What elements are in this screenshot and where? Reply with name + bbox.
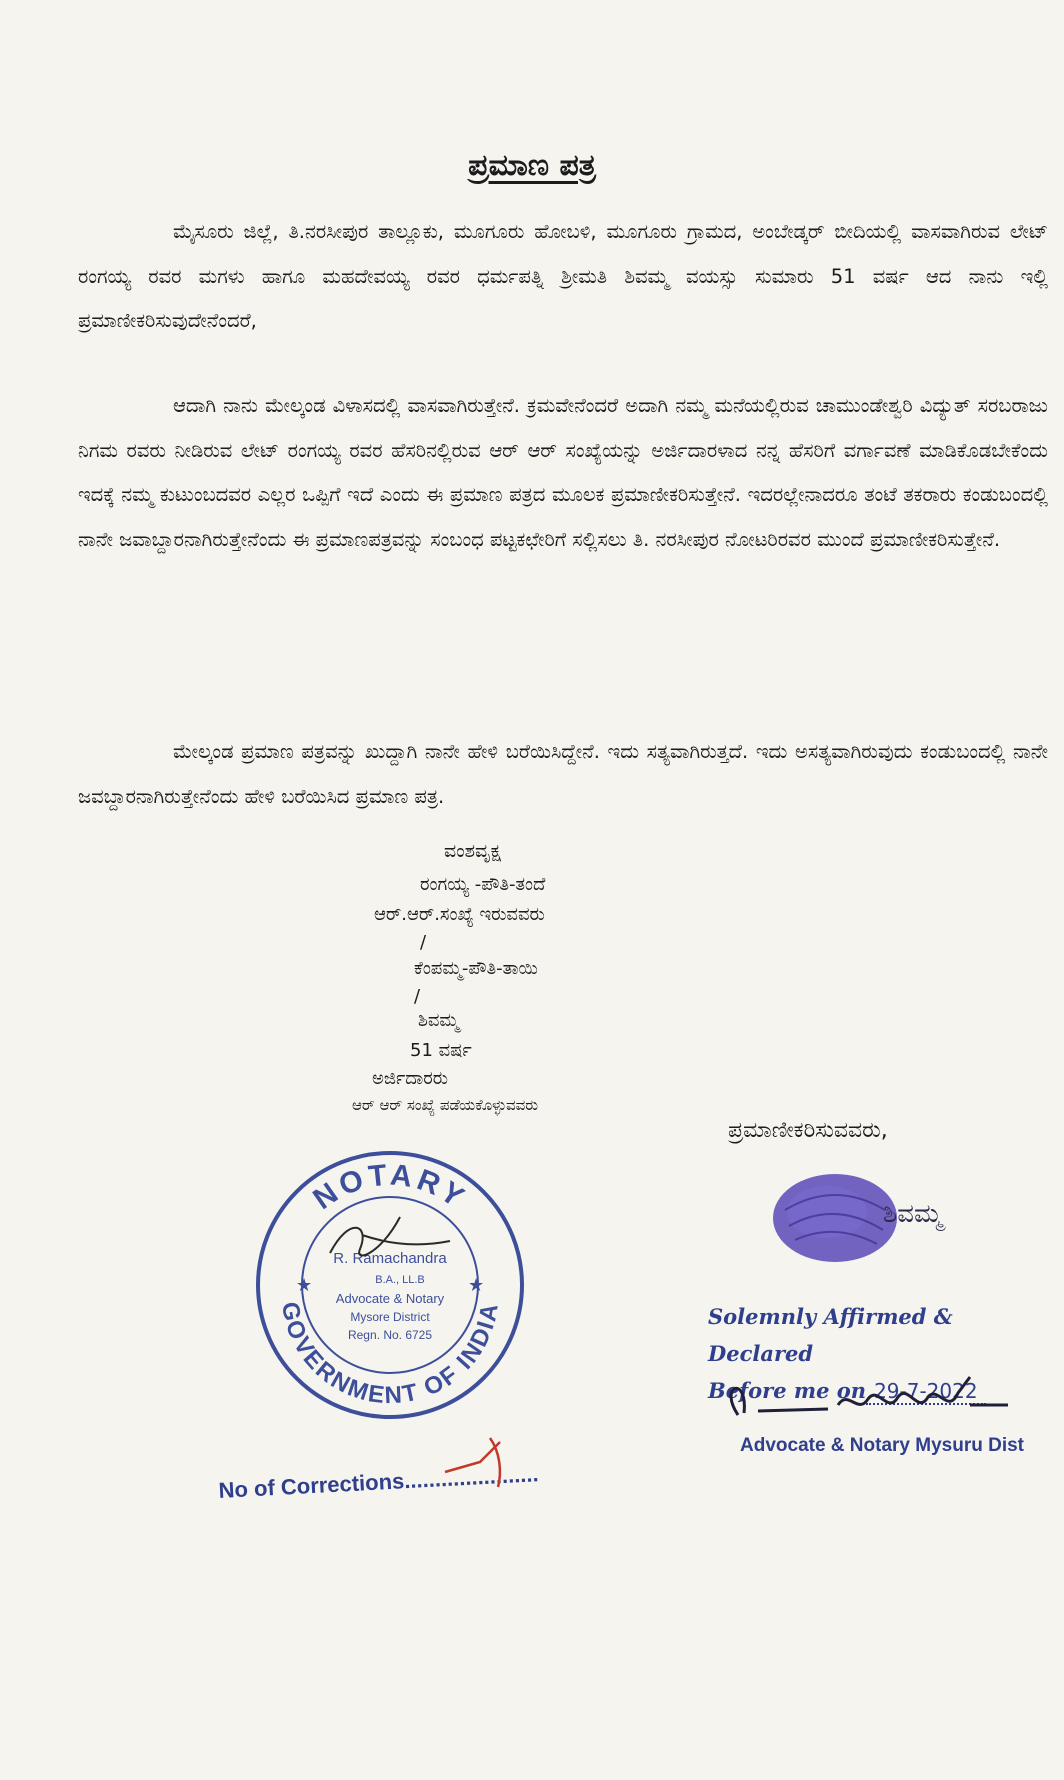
stamp-bottom-text: GOVERNMENT OF INDIA — [275, 1299, 505, 1410]
paragraph-intro-text: ಮೈಸೂರು ಜಿಲ್ಲೆ, ತಿ.ನರಸೀಪುರ ತಾಲ್ಲೂಕು, ಮೂಗೂರು ಹೋಬಳಿ, ಮೂಗೂರು ಗ್ರಾಮದ, ಅಂಬೇಡ್ಕರ್ ಬೀದಿಯಲ್ಲಿ ವಾಸವಾಗಿರುವ ಲೇಟ್ ರಂಗಯ್ಯ ರವರ ಮಗಳು ಹಾಗೂ ಮಹದೇವಯ್ಯ ರವರ ಧರ್ಮಪತ್ನಿ ಶ್ರೀಮತಿ ಶಿವಮ್ಮ ವಯಸ್ಸು ಸುಮಾರು 51 ವರ್ಷ ಆದ ನಾನು ಇಲ್ಲಿ ಪ್ರಮಾಣೀಕರಿಸುವುದೇನೆಂದರೆ, — [78, 220, 1048, 332]
family-tree-separator-1: / — [420, 932, 427, 953]
paragraph-body — [78, 384, 1048, 562]
family-tree-separator-2: / — [414, 986, 421, 1007]
document-title: ಪ್ರಮಾಣ ಪತ್ರ — [468, 148, 596, 183]
family-tree-applicant: ಶಿವಮ್ಮ — [418, 1010, 459, 1031]
stamp-degree: B.A., LL.B — [375, 1274, 425, 1286]
thumbprint-signature — [765, 1160, 950, 1270]
paragraph-closing-text: ಮೇಲ್ಕಂಡ ಪ್ರಮಾಣ ಪತ್ರವನ್ನು ಖುದ್ದಾಗಿ ನಾನೇ ಹೇಳಿ ಬರೆಯಿಸಿದ್ದೇನೆ. ಇದು ಸತ್ಯವಾಗಿರುತ್ತದೆ. ಇದು ಅಸತ್ಯವಾಗಿರುವುದು ಕಂಡುಬಂದಲ್ಲಿ ನಾನೇ ಜವಬ್ದಾರನಾಗಿರುತ್ತೇನೆಂದು ಹೇಳಿ ಬರೆಯಿಸಿದ ಪ್ರಮಾಣ ಪತ್ರ. — [78, 740, 1048, 808]
notary-signature — [708, 1375, 1048, 1435]
stamp-district: Mysore District — [350, 1310, 430, 1324]
paragraph-intro — [78, 210, 1048, 344]
family-tree-mother: ಕೆಂಪಮ್ಮ-ಪೌತಿ-ತಾಯಿ — [414, 958, 538, 979]
affirmation-line: Solemnly Affirmed & Declared — [708, 1304, 953, 1366]
notary-footer: Advocate & Notary Mysuru Dist — [740, 1435, 1025, 1456]
corrections-label: No of Corrections...................... — [218, 1461, 540, 1503]
family-tree-heading: ವಂಶವೃಕ್ಷ — [444, 840, 501, 862]
paragraph-body-text: ಆದಾಗಿ ನಾನು ಮೇಲ್ಕಂಡ ವಿಳಾಸದಲ್ಲಿ ವಾಸವಾಗಿರುತ್ತೇನೆ. ಕ್ರಮವೇನೆಂದರೆ ಅದಾಗಿ ನಮ್ಮ ಮನೆಯಲ್ಲಿರುವ ಚಾಮುಂಡೇಶ್ವರಿ ವಿದ್ಯುತ್ ಸರಬರಾಜು ನಿಗಮ ರವರು ನೀಡಿರುವ ಲೇಟ್ ರಂಗಯ್ಯ ರವರ ಹೆಸರಿನಲ್ಲಿರುವ ಆರ್ ಆರ್ ಸಂಖ್ಯೆಯನ್ನು ಅರ್ಜಿದಾರಳಾದ ನನ್ನ ಹೆಸರಿಗೆ ವರ್ಗಾವಣೆ ಮಾಡಿಕೊಡಬೇಕೆಂದು ಇದಕ್ಕೆ ನಮ್ಮ ಕುಟುಂಬದವರ ಎಲ್ಲರ ಒಪ್ಪಿಗೆ ಇದೆ ಎಂದು ಈ ಪ್ರಮಾಣ ಪತ್ರದ ಮೂಲಕ ಪ್ರಮಾಣೀಕರಿಸುತ್ತೇನೆ. ಇದರಲ್ಲೇನಾದರೂ ತಂಟೆ ತಕರಾರು ಕಂಡುಬಂದಲ್ಲಿ ನಾನೇ ಜವಾಬ್ದಾರನಾಗಿರುತ್ತೇನೆಂದು ಈ ಪ್ರಮಾಣಪತ್ರವನ್ನು ಸಂಬಂಧ ಪಟ್ಟಕಛೇರಿಗೆ ಸಲ್ಲಿಸಲು ತಿ. ನರಸೀಪುರ ನೋಟರಿರವರ ಮುಂದೆ ಪ್ರಮಾಣೀಕರಿಸುತ್ತೇನೆ. — [78, 394, 1048, 551]
stamp-name: R. Ramachandra — [333, 1250, 447, 1267]
stamp-top-text: NOTARY — [307, 1158, 473, 1217]
family-tree-role: ಅರ್ಜಿದಾರರು — [372, 1068, 449, 1089]
affirmation-date-line: Before me on 29-7-2022 — [708, 1372, 1064, 1410]
star-icon: ★ — [468, 1275, 485, 1296]
notary-stamp — [250, 1145, 530, 1425]
paragraph-closing — [78, 730, 1048, 819]
family-tree-age: 51 ವರ್ಷ — [410, 1040, 472, 1061]
corrections-mark — [440, 1432, 520, 1492]
star-icon: ★ — [296, 1275, 313, 1296]
affirmation-date: 29-7-2022 — [866, 1379, 986, 1405]
family-tree-father: ರಂಗಯ್ಯ -ಪೌತಿ-ತಂದೆ — [420, 874, 546, 895]
family-tree-father-note: ಆರ್.ಆರ್.ಸಂಖ್ಯೆ ಇರುವವರು — [374, 904, 545, 925]
stamp-registration: Regn. No. 6725 — [347, 1328, 433, 1342]
signature-text: ಶಿವಮ್ಮ — [883, 1199, 943, 1229]
signatory-label: ಪ್ರಮಾಣೀಕರಿಸುವವರು, — [728, 1118, 888, 1143]
family-tree-role-note: ಆರ್ ಆರ್ ಸಂಖ್ಯೆ ಪಡೆಯಕೊಳ್ಳುವವರು — [352, 1096, 538, 1114]
stamp-designation: Advocate & Notary — [335, 1291, 445, 1306]
